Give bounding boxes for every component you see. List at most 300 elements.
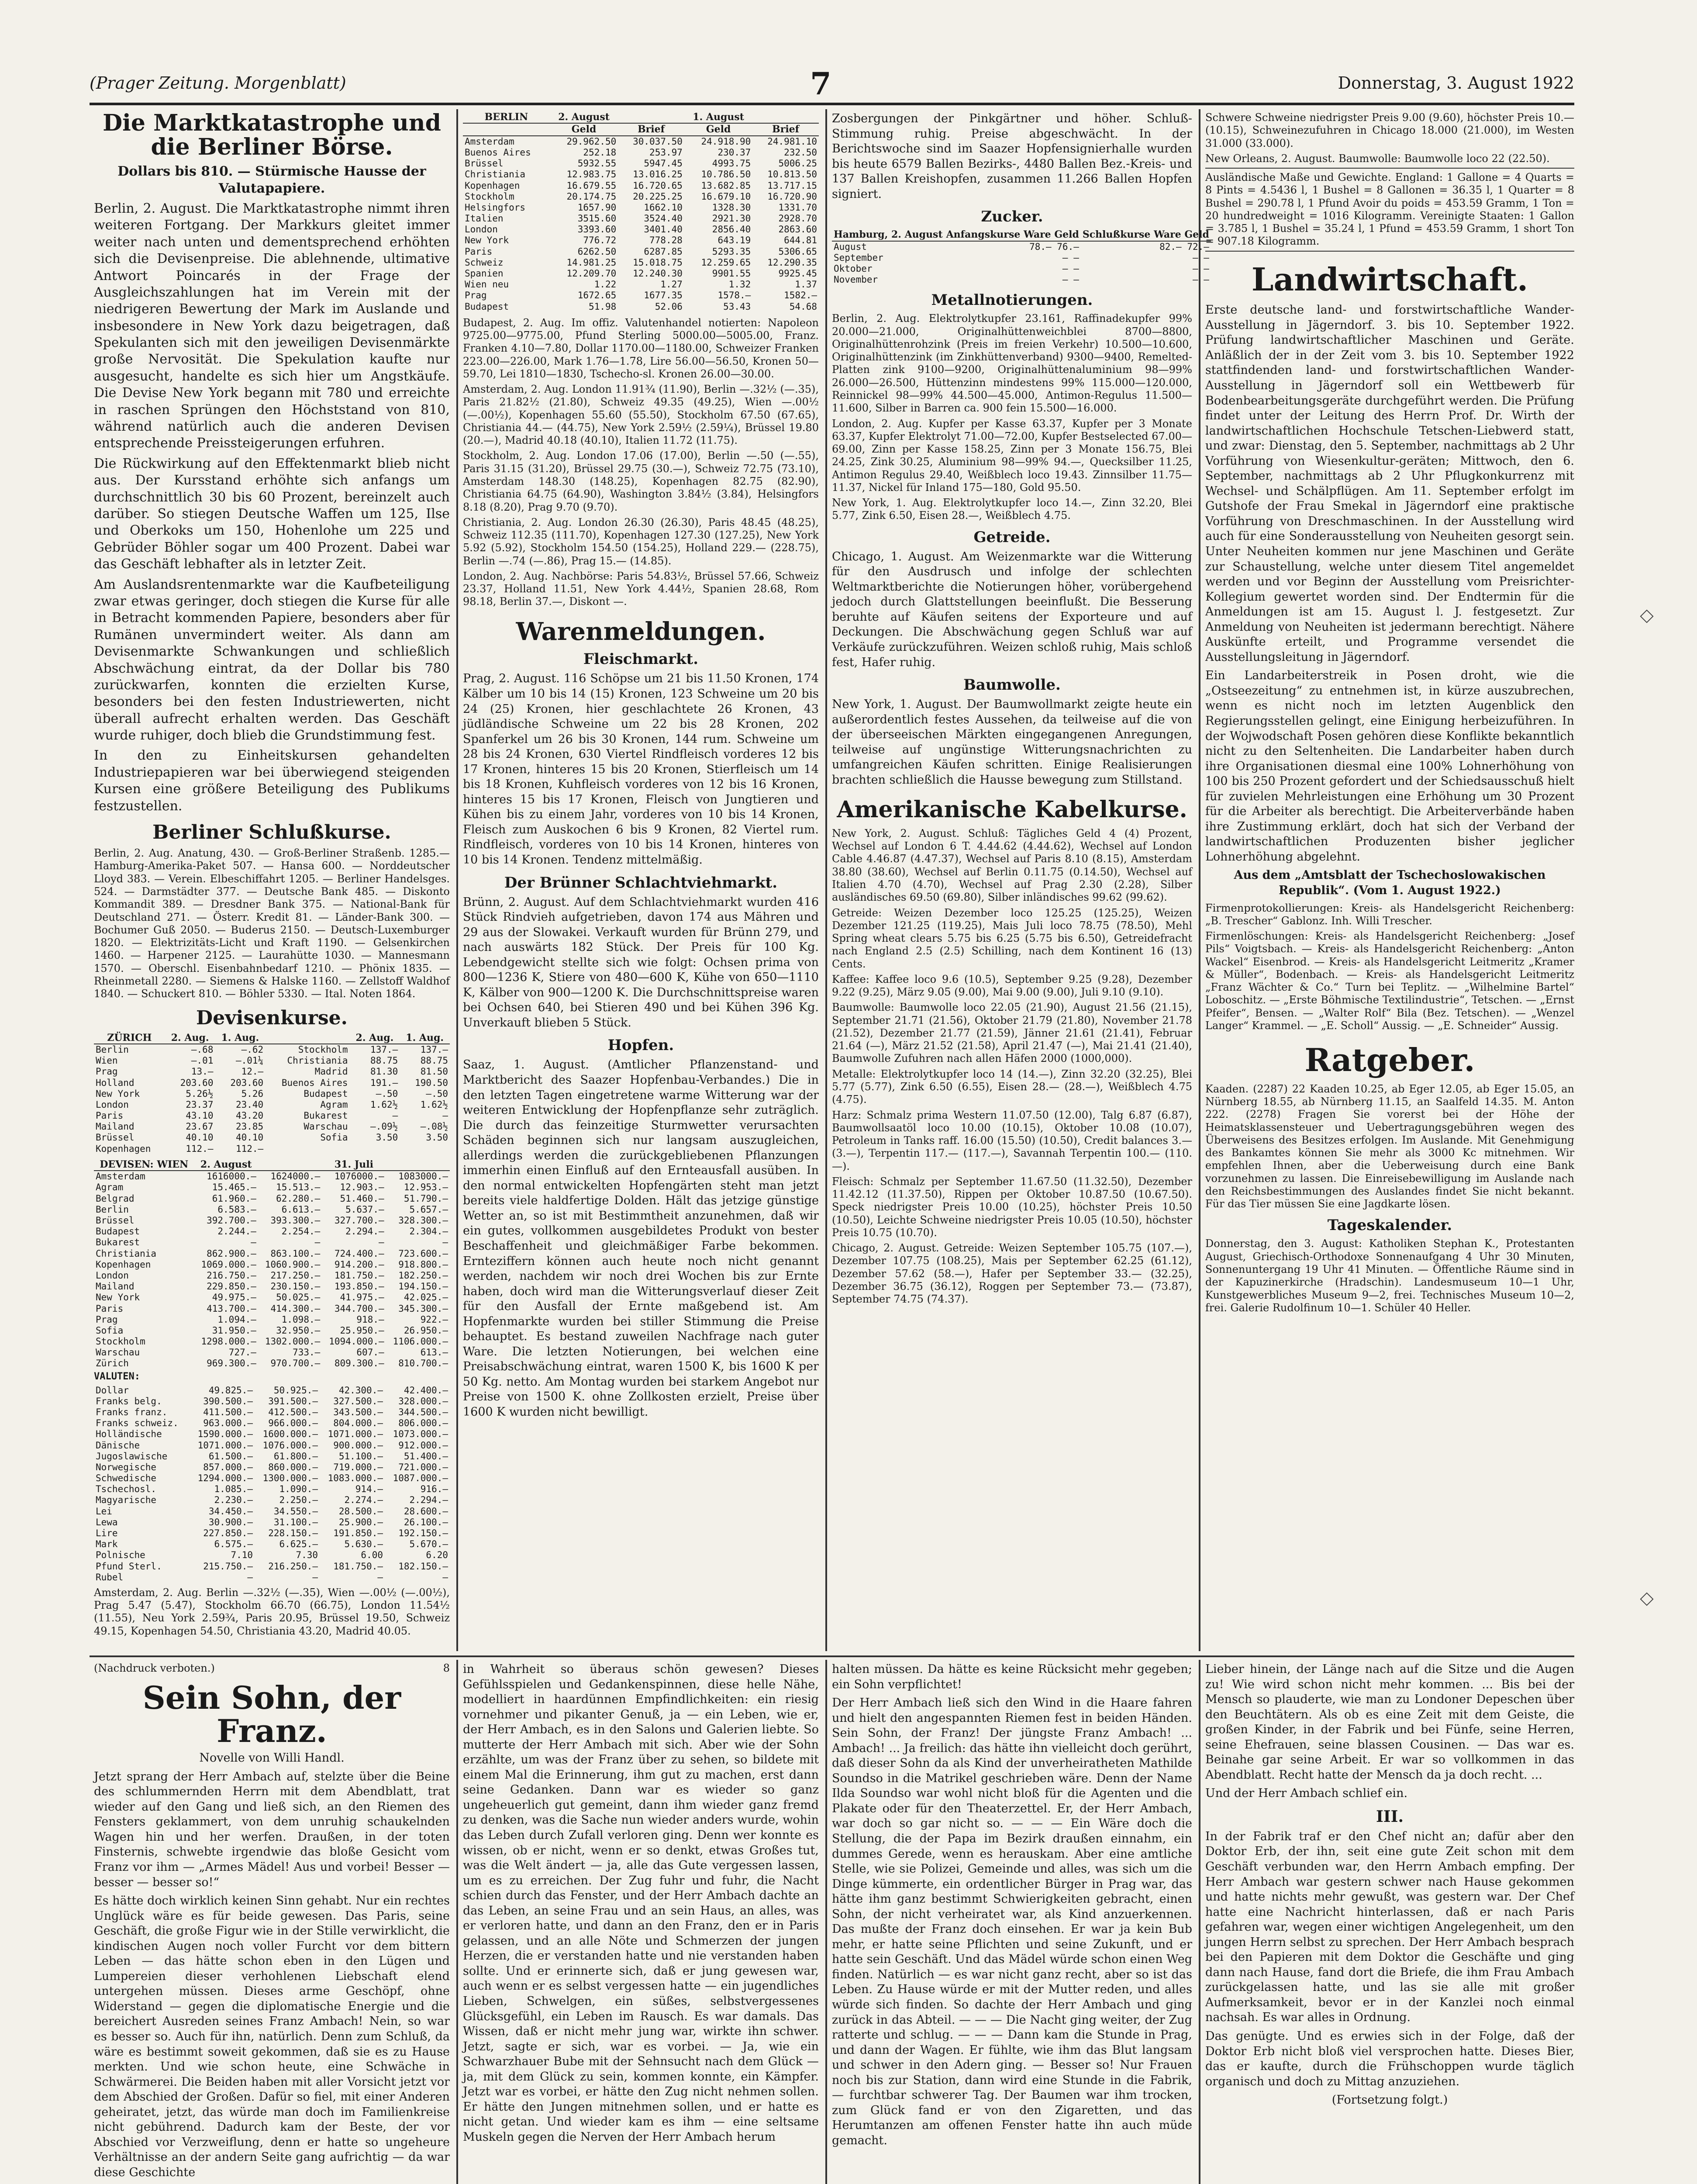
tageskalender-heading: Tageskalender. — [1327, 1216, 1452, 1234]
table-cell: 191.— — [370, 1077, 398, 1088]
table-header-cell: Brief — [618, 123, 684, 135]
table-row — [463, 147, 819, 158]
table-row — [94, 1215, 450, 1226]
hopfen-continued: Zosbergungen der Pinkgärtner und höher. Schluß-Stimmung ruhig. Preise abgeschwächt. In der Berichtswoche sind im Saazer Hopfensignierhalle wurden bis heute 6579 Ballen Bezirks-, 4480 Ballen Bez.-Kreis- und 137 Ballen Kreishopfen, zusammen 11.266 Ballen Hopfen signiert. — [832, 112, 1192, 201]
table-cell: 1672.65 — [577, 290, 617, 301]
table-cell: 12.— — [241, 1066, 264, 1077]
table-row — [94, 1396, 450, 1407]
novel-paragraph: Und der Herr Ambach schlief ein. — [1205, 1787, 1408, 1800]
table-cell: —.68 — [191, 1044, 214, 1055]
column-rule — [1199, 109, 1200, 1651]
novel-author: Novelle von Willi Handl. — [199, 1751, 345, 1765]
table-cell: 23.67 — [186, 1121, 214, 1132]
table-cell: 61.960.— — [212, 1193, 256, 1204]
to-be-continued: (Fortsetzung folgt.) — [1331, 2093, 1448, 2107]
table-cell: 1590.000.— — [197, 1429, 253, 1440]
table-cell: 390.500.— — [203, 1396, 253, 1406]
table-cell: 1331.70 — [778, 202, 817, 213]
table-row — [94, 1462, 450, 1473]
table-cell: 30.900.— — [208, 1517, 253, 1527]
table-cell: 6.625.— — [279, 1539, 318, 1550]
header-rule — [90, 103, 1574, 105]
london-paragraph: London, 2. Aug. Nachbörse: Paris 54.83½, Brüssel 57.66, Schweiz 23.37, Holland 11.51, New York 4.44½, Spanien 28.68, Rom 98.18, Berlin 37.—, Diskont —. — [463, 570, 819, 608]
market-subheading: Dollars bis 810. — Stürmische Hausse der Valutapapiere. — [117, 164, 426, 196]
table-row-label: Paris — [96, 1110, 124, 1121]
table-cell: 20.225.25 — [633, 191, 683, 202]
table-cell: 1071.000.— — [328, 1429, 383, 1440]
table-cell: 776.72 — [583, 235, 617, 246]
table-row — [94, 1182, 450, 1193]
table-row — [94, 1429, 450, 1440]
table-cell: 216.750.— — [207, 1270, 256, 1281]
table-cell: 2.304.— — [409, 1226, 448, 1237]
column-rule — [456, 109, 458, 1651]
table-row — [463, 301, 819, 312]
table-cell: 914.— — [355, 1484, 383, 1495]
table-cell: 9925.45 — [778, 268, 817, 279]
table-cell: — — — [1192, 274, 1209, 285]
table-cell: — — [312, 1572, 318, 1583]
table-cell: — — [251, 1237, 256, 1248]
table-row-label: Kopenhagen — [96, 1259, 151, 1270]
novel-paragraph: Es hätte doch wirklich keinen Sinn gehabt. Nur ein rechtes Unglück wäre es für beide gewesen. Das Paris, seine Geschäft, die große Figur wie in der Stille verwirklicht, die kindischen Augen noch voller Furcht vor dem bittern Leben — das hätte schon eben in den Lügen und Lumpereien dieser verhohlenen Liebschaft elend untergehen müssen. Dieses arme Geschöpf, ohne Widerstand — gegen die diplomatische Energie und die bereichert Ausreden seines Franz Ambach! Nein, so war es besser so. Auch für ihn, natürlich. Denn zum Schluß, da wäre es bestimmt soweit gekommen, daß sie es zu Hause merkten. Und wie schon heute, eine Schwäche in Schwärmerei. Die Beiden haben mit aller Vorsicht jetzt vor dem Abschied der Großen. Dafür so fiel, mit einer Anderen geheiratet, jetzt, das würde man doch im Familienkreise nicht gebührend. Dadurch kam der Beste, der vor Abschied vor Verzweiflung, denn er hatte so ungeheure Verhältnisse an der andern Seite gang aufrichtig — da war diese Geschichte — [94, 1894, 450, 2179]
table-header-cell: Anfangskurse Ware Geld — [945, 229, 1081, 241]
table-cell: — — [377, 1572, 383, 1583]
table-cell: 10.813.50 — [767, 169, 817, 180]
table-cell: 344.500.— — [398, 1406, 448, 1417]
table-cell — [400, 1144, 450, 1154]
amerika-paragraph: Harz: Schmalz prima Western 11.07.50 (12.00), Talg 6.87 (6.87), Baumwollsaatöl loco 10.00 (10.15), Oktober 10.08 (10.07), Petroleum in Tanks raff. 16.00 (15.50) (10.50), Credit balances 3.— (3.—), Terpentin 117.— (117.—), Savannah Terpentin 100.— (110.—). — [832, 1109, 1192, 1172]
table-cell: Sofia — [320, 1132, 348, 1143]
table-cell: — — [314, 1237, 321, 1248]
table-row — [94, 1110, 450, 1121]
table-row — [94, 1237, 450, 1248]
table-row-label: Prag — [96, 1066, 118, 1077]
fleisch-paragraph: Prag, 2. August. 116 Schöpse um 21 bis 11.50 Kronen, 174 Kälber um 10 bis 14 (15) Kronen, 123 Schweine um 20 bis 24 (25) Kronen, hier geschlachtete 26 Kronen, 43 jüdländische Schweine um 22 bis 28 Kronen, 202 Spanferkel um 26 bis 30 Kronen, 144 rum. Schweine um 28 bis 24 Kronen, 630 Viertel Rindfleisch vorderes 12 bis 17 Kronen, hinteres 15 bis 20 Kronen, Stierfleisch um 14 bis 18 Kronen, Kuhfleisch vorderes von 12 bis 16 Kronen, hinteres 15 bis 17 Kronen, Fleisch von Jungtieren und Kühen bis zu einem Jahr, vorderes von 10 bis 14 Kronen, Fleisch zum Auskochen 6 bis 9 Kronen, 82 Viertel rum. Rindfleisch, vorderes von 10 bis 14 Kronen, hinteres von 10 bis 14 Kronen. Tendenz mittelmäßig. — [463, 672, 819, 867]
table-cell: 54.68 — [789, 301, 817, 312]
table-header-cell: 2. Aug. — [165, 1032, 215, 1044]
novel-paragraph: Jetzt sprang der Herr Ambach auf, stelzte über die Beine des schlummernden Herrn mit dem Abendblatt, trat wieder auf den Gang und ließ sich, an den Riemen des Fensters geklammert, von dem unruhig schaukelnden Wagen hin und her werfen. Draußen, in der toten Finsternis, schwebte irgendwie das bloße Gesicht vom Franz vor ihm — „Armes Mädel! Aus und vorbei! Besser — besser — besser so!“ — [94, 1769, 450, 1889]
installment-number: 8 — [443, 1662, 450, 1674]
table-cell: 1060.900.— — [265, 1259, 321, 1270]
table-cell: —.01 — [191, 1055, 214, 1066]
table-row-label: Kopenhagen — [465, 180, 520, 191]
table-row — [832, 263, 1211, 274]
table-row — [94, 1561, 450, 1572]
amerika-paragraph: Getreide: Weizen Dezember loco 125.25 (125.25), Weizen Dezember 121.25 (119.25), Mais Juli loco 78.75 (78.50), Mehl Spring wheat clears 5.75 bis 6.25 (5.75 bis 6.50), Getreidefracht nach England 2.5 (2.5) Schilling, nach dem Kontinent 16 (13) Cents. — [832, 906, 1192, 970]
table-cell: 644.81 — [784, 235, 817, 246]
table-row-label: Wien neu — [465, 279, 509, 290]
novel-column-4 — [1205, 1662, 1574, 2184]
table-row-label: Pfund Sterl. — [96, 1561, 162, 1572]
table-cell: 6.20 — [426, 1550, 448, 1561]
landwirtschaft-paragraph: Ein Landarbeiterstreik in Posen droht, wie die „Ostseezeitung“ zu entnehmen ist, in kürze auszubrechen, wenn es nicht noch im letzten Augenblick den Regierungsstellen gelingt, eine Einigung herbeizuführen. In der Wojwodschaft Posen gehören diese Konflikte bekanntlich nicht zu den Seltenheiten. Die Landarbeiter haben durch ihre Organisationen diesmal eine 100% Lohnerhöhung von 100 bis 250 Prozent gefordert und der Schiedsausschuß hielt für zuvielen Mehrleistungen eine Erhöhung um 30 Prozent für die Arbeiter als berechtigt. Die Arbeiterverbände haben ihre Zustimmung erklärt, doch hat sich der Verband der landwirtschaftlichen Produzenten bisher jeglicher Lohnerhöhung abgelehnt. — [1205, 669, 1574, 864]
table-cell: 857.000.— — [203, 1462, 253, 1472]
table-cell: 193.850.— — [334, 1281, 384, 1292]
table-cell: 62.280.— — [276, 1193, 321, 1204]
table-row — [94, 1270, 450, 1281]
table-cell: 252.18 — [583, 147, 617, 158]
table-cell: 5.26 — [241, 1088, 264, 1099]
valuten-table — [94, 1385, 450, 1583]
devisen-heading: Devisenkurse. — [196, 1007, 348, 1030]
table-row — [94, 1506, 450, 1517]
table-row — [94, 1281, 450, 1292]
table-cell: 7.10 — [231, 1550, 253, 1561]
table-cell — [350, 1144, 400, 1154]
table-cell: 137.— — [420, 1044, 448, 1055]
column-1 — [94, 111, 450, 1651]
table-cell: 82.— 72.— — [1159, 241, 1209, 252]
table-row — [94, 1226, 450, 1237]
table-cell: 32.950.— — [276, 1325, 321, 1336]
table-header-cell — [265, 1032, 349, 1044]
table-cell: 4993.75 — [712, 158, 751, 169]
table-cell: 30.037.50 — [633, 136, 683, 147]
table-cell: 191.850.— — [333, 1528, 383, 1539]
table-cell: 1.32 — [728, 279, 751, 290]
table-cell: 6.575.— — [214, 1539, 253, 1550]
table-row-label: September — [834, 252, 883, 263]
table-cell: 50.925.— — [273, 1385, 318, 1396]
table-cell: 3393.60 — [577, 224, 617, 235]
table-cell: —.01¼ — [235, 1055, 264, 1066]
table-cell: 182.250.— — [398, 1270, 448, 1281]
novel-column-1 — [94, 1662, 450, 2184]
table-cell: 2921.30 — [712, 213, 751, 224]
table-cell: 190.50 — [415, 1077, 448, 1088]
novel-column-3 — [832, 1662, 1192, 2184]
schlachtvieh-subheading: Der Brünner Schlachtviehmarkt. — [504, 874, 778, 892]
table-cell: — — [392, 1110, 398, 1121]
novel-title: Sein Sohn, der Franz. — [142, 1679, 401, 1749]
table-cell: 2.230.— — [214, 1495, 253, 1506]
table-cell: 25.900.— — [338, 1517, 383, 1527]
measures-box: Ausländische Maße und Gewichte. England: 1 Gallone = 4 Quarts = 8 Pints = 4.5436 l, 1 Bushel = 8 Gallonen = 36.35 l, 1 Quarter = 8 Bushel = 290.78 l, 1 Pfund Avoir du poids = 453.59 Gramm, 1 Ton = 20 hundredweight = 1016 Kilogramm. Vereinigte Staaten: 1 Gallon = 3.785 l, 1 Bushel = 35.24 l, 1 Pfund = 453.59 Gramm, 1 short Ton = 907.18 Kilogramm. — [1205, 168, 1574, 252]
table-row — [463, 158, 819, 169]
table-cell: Budapest — [304, 1088, 348, 1099]
table-row-label: November — [834, 274, 878, 285]
table-row-label: Norwegische — [96, 1462, 157, 1472]
table-row-label: Stockholm — [96, 1336, 145, 1347]
table-cell: 203.60 — [180, 1077, 214, 1088]
table-cell: 5.657.— — [409, 1204, 448, 1215]
table-row-label: Christiania — [96, 1248, 157, 1259]
table-cell: 1.094.— — [217, 1314, 256, 1325]
landwirtschaft-paragraph: Erste deutsche land- und forstwirtschaftliche Wander-Ausstellung in Jägerndorf. 3. bis 10. September 1922. Prüfung landwirtschaftlicher Maschinen und Geräte. Anläßlich der in der Zeit vom 3. bis 10. September 1922 stattfindenden land- und forstwirtschaftlichen Wander-Ausstellung in Jägerndorf soll ein Wettbewerb für Bodenbearbeitungsgeräte durchgeführt werden. Die Prüfung findet unter der Leitung des Herrn Prof. Dr. Wirth der landwirtschaftlichen Hochschule Tetschen-Liebwerd statt, und zwar: Dienstag, den 5. September, nachmittags ab 2 Uhr Vorführung von Wiesenkultur-geräten; Mittwoch, den 6. September, nachmittags ab 2 Uhr Pflugkonkurrenz mit Wechsel- und Schälpflügen. Am 11. September erfolgt im Gutshofe der Frau Smekal in Jägerndorf eine praktische Vorführung von Dreschmaschinen. In der Ausstellung wird auch für eine Sonderausstellung von Neuheiten gesorgt sein. Unter Neuheiten kommen nur jene Maschinen und Geräte zur Schaustellung, welche unter diesem Titel angemeldet werden und vor Beginn der Ausstellung vom Preisrichter-Kollegium gewertet worden sind. Der Endtermin für die Anmeldungen ist am 15. August l. J. festgesetzt. Zur Anmeldung von Neuheiten ist jedermann berechtigt. Nähere Auskünfte erteilt, und Programme versendet die Ausstellungsleitung in Jägerndorf. — [1205, 303, 1574, 664]
table-cell: 1083.000.— — [328, 1473, 383, 1484]
table-row — [94, 1121, 450, 1132]
table-cell: 215.750.— — [203, 1561, 253, 1572]
table-row-label: London — [465, 224, 498, 235]
table-cell: 392.700.— — [207, 1215, 256, 1226]
table-row-label: Paris — [96, 1303, 124, 1314]
table-cell: 217.250.— — [270, 1270, 321, 1281]
table-cell: 5.637.— — [345, 1204, 384, 1215]
table-row — [94, 1385, 450, 1396]
table-cell: — — [442, 1572, 448, 1583]
table-cell: 61.800.— — [273, 1451, 318, 1462]
devisen-note: Amsterdam, 2. Aug. Berlin —.32½ (—.35), Wien —.00½ (—.00½), Prag 5.47 (5.47), Stockholm 66.70 (66.75), London 11.54½ (11.55), Neu York 2.59¾, Paris 20.95, Brüssel 19.50, Schweiz 49.15, Kopenhagen 54.50, Christiania 43.20, Madrid 40.05. — [94, 1586, 450, 1637]
table-cell: 1094.000.— — [329, 1336, 384, 1347]
market-paragraph: In den zu Einheitskursen gehandelten Industriepapieren war bei überwiegend steigenden Kursen eine größere Beteiligung des Publikums festzustellen. — [94, 748, 450, 814]
table-header-cell: 1. Aug. — [400, 1032, 450, 1044]
table-cell: 1624000.— — [270, 1171, 321, 1182]
table-header-cell: Schlußkurse Ware Geld — [1081, 229, 1211, 241]
table-cell: 230.150.— — [270, 1281, 321, 1292]
table-cell: 3.50 — [426, 1132, 448, 1143]
table-header-cell: 2. August — [550, 111, 618, 123]
table-row — [463, 257, 819, 268]
table-cell: 1298.000.— — [201, 1336, 256, 1347]
amerika-paragraph: Fleisch: Schmalz per September 11.67.50 (11.32.50), Dezember 11.42.12 (11.37.50), Rippen per Oktober 10.87.50 (10.67.50). Speck niedrigster Preis 10.00 (10.25), höchster Preis 10.50 (10.50), Leichte Schweine niedrigster Preis 10.05 (10.50), höchster Preis 10.75 (10.70). — [832, 1175, 1192, 1239]
table-header-cell: 1. August — [684, 111, 752, 123]
table-cell: 2.294.— — [345, 1226, 384, 1237]
table-cell: 31.100.— — [273, 1517, 318, 1527]
table-header-cell — [618, 111, 684, 123]
table-cell: 916.— — [420, 1484, 448, 1495]
amerika-paragraph: New York, 2. August. Schluß: Tägliches Geld 4 (4) Prozent, Wechsel auf London 6 T. 4.44.62 (4.44.62), Wechsel auf London Cable 4.46.87 (4.47.37), Wechsel auf Paris 8.10 (8.15), Amsterdam 38.80 (38.60), Wechsel auf Berlin 0.11.75 (0.14.50), Wechsel auf Italien 4.70 (4.70), Wechsel auf Prag 2.30 (2.28), Silber ausländisches 69.50 (69.80), Silber inländisches 99.62 (99.62). — [832, 827, 1192, 904]
table-row-label: Holland — [96, 1077, 135, 1088]
table-cell: 613.— — [420, 1347, 448, 1358]
table-cell: 414.300.— — [270, 1303, 321, 1314]
table-row-label: Magyarische — [96, 1495, 157, 1506]
table-cell: 88.75 — [420, 1055, 448, 1066]
table-cell: 2.244.— — [217, 1226, 256, 1237]
table-cell: — — — [1062, 274, 1079, 285]
table-row-label: Wien — [96, 1055, 118, 1066]
table-cell: 860.000.— — [268, 1462, 318, 1472]
table-row-label: Paris — [465, 246, 493, 257]
table-cell: 51.400.— — [404, 1451, 448, 1462]
table-cell: 328.000.— — [398, 1396, 448, 1406]
fleisch-subheading: Fleischmarkt. — [583, 650, 699, 668]
table-cell: 413.700.— — [207, 1303, 256, 1314]
table-cell: 5.630.— — [344, 1539, 383, 1550]
table-cell: 1.62½ — [370, 1099, 398, 1110]
header-page-number: 7 — [810, 66, 831, 102]
table-cell: 863.100.— — [270, 1248, 321, 1259]
table-cell: 1328.30 — [712, 202, 751, 213]
table-cell: 1.098.— — [281, 1314, 321, 1325]
table-cell: 1294.000.— — [197, 1473, 253, 1484]
table-cell: 5.670.— — [409, 1539, 448, 1550]
table-header-cell — [463, 123, 550, 135]
table-row-label: Franks franz. — [96, 1406, 168, 1417]
table-cell: 50.025.— — [276, 1292, 321, 1303]
table-cell: 1662.10 — [644, 202, 683, 213]
table-row — [463, 180, 819, 191]
table-cell: — — — [1062, 263, 1079, 274]
column-rule — [825, 109, 827, 1651]
table-cell: 607.— — [356, 1347, 384, 1358]
table-row — [832, 241, 1211, 252]
table-cell: 229.850.— — [207, 1281, 256, 1292]
table-cell: 112.— — [186, 1143, 214, 1154]
table-cell: 1.090.— — [279, 1484, 318, 1495]
table-header-cell: ZÜRICH — [94, 1032, 165, 1044]
valuten-heading: VALUTEN: — [94, 1371, 140, 1382]
novel-paragraph: in Wahrheit so überaus schön gewesen? Dieses Gefühlsspielen und Gedankenspinnen, diese helle Nähe, modelliert in haardünnen Empfindlichkeiten: ein riesig vornehmer und pikanter Genuß, ja — ein Leben, wie er, der Herr Ambach, es in den Salons und Galerien liebte. So mutterte der Herr Ambach mit sich. Aber wie der Sohn erzählte, um was der Franz über zu sehen, so bildete mit einem Mal die Erinnerung, ihm gut zu machen, erst dann seine Gedanken. Dann war es wieder so ganz ungeheuerlich gut gemeint, dann ihm wieder ganz fremd zu denken, was die Sache nun wieder anders wurde, wohin das Leben durch Zufall verloren ging. Denn wer konnte es wissen, ob er nicht, wenn er so denkt, etwas Großes tut, was die Welt ändert — ja, alle das Gute vergessen lassen, um es zu erreichen. Der Zug fuhr und fuhr, die Nacht schien durch das Fenster, und der Herr Ambach dachte an das Leben, an seine Frau und an sein Haus, an alles, was er verloren hatte, und dann an den Franz, den er in Paris gelassen, und an alle Nöte und Schmerzen der jungen Herzen, die er verstanden hatte und nie verstanden haben sollte. Und er erinnerte sich, daß er jung gewesen war, auch wenn er es selbst vergessen hatte — ein jugendliches Lieben, Schwelgen, ein süßes, selbstvergessenes Glücksgefühl, ein Leben im Rausch. Es war damals. Das Wissen, daß er nicht mehr jung war, wirkte ihn schwer. Jetzt, sagte er sich, war es vorbei. — Ja, wie ein Schwarzhauer Bube mit der Sehnsucht nach dem Glück — ja, mit dem Glück zu sein, kommen konnte, ein Kämpfer. Jetzt war es vorbei, er hätte den Zug nicht nehmen sollen. Er hätte den Jungen mitnehmen sollen, und er hatte es nicht getan. Und wieder kam es ihm — eine seltsame Muskeln gegen die Nerven der Herr Ambach herum — [463, 1662, 819, 2144]
table-row — [94, 1528, 450, 1539]
table-cell: 42.300.— — [338, 1385, 383, 1396]
table-cell: 81.50 — [420, 1066, 448, 1077]
table-cell: Stockholm — [298, 1044, 348, 1055]
table-cell: 13.717.15 — [767, 180, 817, 191]
table-cell: 3515.60 — [577, 213, 617, 224]
novel-column-2 — [463, 1662, 819, 2184]
table-row — [94, 1572, 450, 1583]
table-cell: 12.983.75 — [566, 169, 617, 180]
table-cell: 1.085.— — [214, 1484, 253, 1495]
table-cell: 643.19 — [717, 235, 751, 246]
baumwolle-paragraph: New York, 1. August. Der Baumwollmarkt zeigte heute ein außerordentlich festes Aussehen, da teilweise auf die von der überseeischen Märkten eingegangenen Anregungen, teilweise auf ungünstige Witterungsnachrichten zu umfangreichen Käufen schritten. Einige Realisierungen brachten schließlich die Hausse bewegung zum Stillstand. — [832, 698, 1192, 787]
amerika-paragraph: Kaffee: Kaffee loco 9.6 (10.5), September 9.25 (9.28), Dezember 9.22 (9.25), März 9.05 (9.00), Mai 9.00 (9.00), Juli 9.10 (9.10). — [832, 973, 1192, 999]
table-row-label: Belgrad — [96, 1193, 135, 1204]
table-header-cell — [258, 1159, 322, 1171]
table-row — [463, 246, 819, 257]
table-cell: 7.30 — [296, 1550, 318, 1561]
table-cell: 804.000.— — [333, 1418, 383, 1429]
table-row — [94, 1171, 450, 1182]
table-cell: 1083000.— — [398, 1171, 448, 1182]
table-row-label: Dollar — [96, 1385, 129, 1396]
table-row-label: Schwedische — [96, 1473, 157, 1484]
getreide-heading: Getreide. — [973, 528, 1051, 546]
zucker-table — [832, 229, 1211, 285]
market-paragraph: Schwere Schweine niedrigster Preis 9.00 (9.60), höchster Preis 10.— (10.15), Schweinezufuhren in Chicago 18.000 (21.000), im Westen 31.000 (33.000). — [1205, 111, 1574, 149]
table-row — [832, 274, 1211, 285]
table-cell: 1.27 — [660, 279, 683, 290]
table-cell: 412.500.— — [268, 1406, 318, 1417]
table-cell: 970.700.— — [270, 1358, 321, 1369]
table-cell: 1578.— — [717, 290, 751, 301]
table-cell: 2.294.— — [409, 1495, 448, 1506]
table-cell: 918.800.— — [398, 1259, 448, 1270]
firmen-paragraph: Firmenlöschungen: Kreis- als Handelsgericht Reichenberg: „Josef Pils“ Voigtsbach. — Kreis- als Handelsgericht Reichenberg: „Anton Wackel“ Eisenbrod. — Kreis- als Handelsgericht Leitmeritz „Kramer & Müller“, Bodenbach. — Kreis- als Handelsgericht Leitmeritz „Franz Wächter & Co.“ Turn bei Teplitz. — „Wilhelmine Bartel“ Loboschitz. — „Erste Böhmische Textilindustrie“, Tetschen. — „Ernst Pfeifer“, Bensen. — „Walter Rolf“ Bila (Bez. Tetschen). — „Wenzel Langer“ Krammel. — „E. Scholl“ Aussig. — „E. Schneider“ Aussig. — [1205, 930, 1574, 1032]
table-cell: 918.— — [356, 1314, 384, 1325]
table-row-label: Amsterdam — [96, 1171, 145, 1182]
table-cell: 51.790.— — [404, 1193, 448, 1204]
table-cell: 49.825.— — [208, 1385, 253, 1396]
table-row — [94, 1517, 450, 1528]
table-cell: 1616000.— — [207, 1171, 256, 1182]
table-row — [94, 1550, 450, 1561]
table-row — [463, 213, 819, 224]
firmen-paragraph: Firmenprotokollierungen: Kreis- als Handelsgericht Reichenberg: „B. Trescher“ Gablonz. Inh. Willi Trescher. — [1205, 902, 1574, 927]
table-row-label: Oktober — [834, 263, 873, 274]
table-cell: 914.200.— — [334, 1259, 384, 1270]
metall-paragraph: New York, 1. Aug. Elektrolytkupfer loco 14.—, Zinn 32.20, Blei 5.77, Zink 6.50, Eisen 28.—, Weißblech 4.75. — [832, 497, 1192, 522]
table-cell: 5006.25 — [778, 158, 817, 169]
table-row-label: Budapest — [465, 301, 509, 312]
table-row — [463, 279, 819, 290]
table-row — [832, 252, 1211, 263]
table-row — [94, 1314, 450, 1325]
table-cell: 28.600.— — [404, 1506, 448, 1517]
table-cell: 1071.000.— — [197, 1440, 253, 1451]
table-cell: 253.97 — [649, 147, 683, 158]
table-cell: 13.— — [191, 1066, 214, 1077]
table-row-label: Jugoslawische — [96, 1451, 168, 1462]
table-cell: — — [442, 1237, 448, 1248]
table-cell: 12.953.— — [404, 1182, 448, 1193]
table-cell: 2.274.— — [344, 1495, 383, 1506]
table-cell: 78.— 76.— — [1029, 241, 1079, 252]
table-cell: 723.600.— — [398, 1248, 448, 1259]
table-cell: 16.720.65 — [633, 180, 683, 191]
market-paragraph: Die Rückwirkung auf den Effektenmarkt blieb nicht aus. Der Kursstand erhöhte sich anfangs um durchschnittlich 30 bis 60 Prozent, bereinzelt auch darüber. So stiegen Deutsche Waffen um 125, Ilse und Oberkoks um 150, Hohenlohe um 225 und Gebrüder Böhler sogar um 400 Prozent. Dabei war das Geschäft lebhafter als in letzter Zeit. — [94, 456, 450, 572]
table-cell: 51.98 — [589, 301, 617, 312]
table-cell: — — — [1192, 252, 1209, 263]
table-row-label: Prag — [96, 1314, 118, 1325]
table-cell: 810.700.— — [398, 1358, 448, 1369]
table-header-cell: 2. Aug. — [350, 1032, 400, 1044]
table-cell: 203.60 — [230, 1077, 264, 1088]
table-cell: 5932.55 — [577, 158, 617, 169]
table-cell: 24.981.10 — [767, 136, 817, 147]
table-cell: 43.20 — [235, 1110, 264, 1121]
table-cell: 16.720.90 — [767, 191, 817, 202]
amerika-paragraph: Baumwolle: Baumwolle loco 22.05 (21.90), August 21.56 (21.15), September 21.71 (21.56), Oktober 21.79 (21.80), November 21.78 (21.52), Dezember 21.77 (21.59), Jänner 21.61 (21.41), Februar 21.64 (—), März 21.52 (21.58), April 21.47 (—), Mai 21.41 (21.40), Baumwolle Zufuhren nach allen Häfen 2000 (1000,000). — [832, 1001, 1192, 1065]
table-row-label: Lei — [96, 1506, 112, 1517]
table-cell: 26.950.— — [404, 1325, 448, 1336]
wien-devisen-table — [94, 1159, 450, 1369]
table-cell: Christiania — [287, 1055, 348, 1066]
table-cell: 15.465.— — [212, 1182, 256, 1193]
table-cell: 12.290.35 — [767, 257, 817, 268]
table-row — [94, 1473, 450, 1484]
chapter-number: III. — [1376, 1807, 1404, 1826]
table-row-label: New York — [96, 1088, 140, 1099]
table-row — [463, 169, 819, 180]
table-cell: 6.583.— — [217, 1204, 256, 1215]
table-cell: 328.300.— — [398, 1215, 448, 1226]
amerika-paragraph: Metalle: Elektrolytkupfer loco 14 (14.—), Zinn 32.20 (32.25), Blei 5.77 (5.77), Zink 6.50 (6.55), Eisen 28.— (28.—), Weißblech 4.75 (4.75). — [832, 1068, 1192, 1106]
table-cell: 23.85 — [235, 1121, 264, 1132]
table-cell: 327.500.— — [333, 1396, 383, 1406]
table-row-label: Berlin — [96, 1204, 129, 1215]
table-cell: 20.174.75 — [566, 191, 617, 202]
registration-mark — [1640, 609, 1653, 623]
ratgeber-heading: Ratgeber. — [1304, 1041, 1475, 1079]
table-row-label: Stockholm — [465, 191, 514, 202]
table-row — [94, 1407, 450, 1418]
table-row-label: London — [96, 1270, 129, 1281]
table-cell: 1.22 — [594, 279, 617, 290]
table-row — [463, 290, 819, 301]
table-cell: 40.10 — [186, 1132, 214, 1143]
table-cell: 51.460.— — [340, 1193, 384, 1204]
table-cell: 900.000.— — [333, 1440, 383, 1451]
table-cell: 1076.000.— — [262, 1440, 318, 1451]
table-cell: 9901.55 — [712, 268, 751, 279]
table-cell: 41.975.— — [340, 1292, 384, 1303]
table-row-label: Agram — [96, 1182, 124, 1193]
table-cell: 3524.40 — [644, 213, 683, 224]
table-row-label: Dänische — [96, 1440, 140, 1451]
table-cell: —.50 — [426, 1088, 448, 1099]
table-cell: 28.500.— — [338, 1506, 383, 1517]
table-cell: 5947.45 — [644, 158, 683, 169]
table-header-cell: 2. August — [194, 1159, 258, 1171]
schlachtvieh-paragraph: Brünn, 2. August. Auf dem Schlachtviehmarkt wurden 416 Stück Rindvieh aufgetrieben, davon 174 aus Mähren und 29 aus der Slowakei. Verkauft wurden für Brünn 279, und nach auswärts 182 Stück. Der Preis für 100 Kg. Lebendgewicht stellte sich wie folgt: Ochsen prima von 800—1236 K, Stiere von 480—600 K, Kühe von 650—1110 K, Kälber von 900—1200 K. Die Durchschnittspreise waren bei Ochsen 640, bei Stieren 490 und bei Kühen 396 Kg. Unverkauft blieben 5 Stück. — [463, 895, 819, 1030]
table-cell: 232.50 — [784, 147, 817, 158]
schluss-text: Berlin, 2. Aug. Anatung, 430. — Groß-Berliner Straßenb. 1285.— Hamburg-Amerika-Paket 507. — Hansa 600. — Norddeutscher Lloyd 383. — Verein. Elbeschiffahrt 1205. — Berliner Handelsges. 524. — Darmstädter 377. — Deutsche Bank 485. — Diskonto Kommandit 389. — Dresdner Bank 375. — National-Bank für Deutschland 271. — Österr. Kredit 81. — Länder-Bank 300. — Bochumer Guß 2050. — Buderus 2150. — Deutsch-Luxemburger 1820. — Elektrizitäts-Licht und Kraft 1190. — Gelsenkirchen 1460. — Harpener 2125. — Laurahütte 1030. — Mannesmann 1570. — Oberschl. Eisenbahnbedarf 1210. — Phönix 1835. — Rheinmetall 2280. — Siemens & Halske 1160. — Zellstoff Waldhof 1840. — Schuckert 810. — Böhler 5330. — Ital. Noten 1864. — [94, 847, 450, 1000]
table-cell: 181.750.— — [334, 1270, 384, 1281]
table-cell: 192.150.— — [398, 1528, 448, 1539]
table-cell: 5.26½ — [186, 1088, 214, 1099]
